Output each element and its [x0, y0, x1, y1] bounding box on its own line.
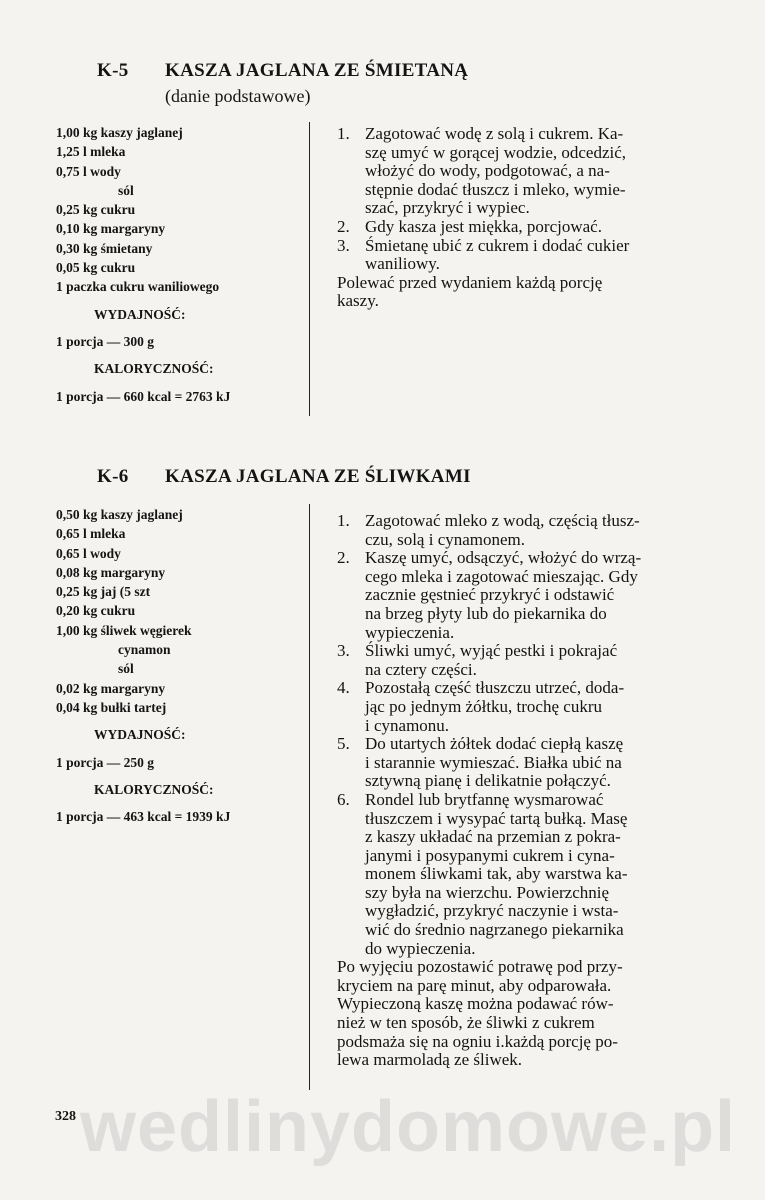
calorie-value: 1 porcja — 463 kcal = 1939 kJ [56, 809, 231, 825]
ingredients-k6 [56, 505, 230, 832]
step [337, 237, 709, 274]
step [337, 549, 709, 642]
ingredient: 0,65 l mleka [56, 526, 126, 542]
ingredient: 0,08 kg margaryny [56, 564, 166, 580]
step-text: Kaszę umyć, odsączyć, włożyć do wrzą- cego mleka i zagotować mieszając. Gdy zacznie gęstnieć przykryć i odstawić na brzeg płyty lub do piekarnika do wypieczenia. [365, 548, 642, 642]
yield-label: WYDAJNOŚĆ: [94, 727, 186, 743]
serving-note: Polewać przed wydaniem każdą porcję kaszy. [337, 272, 603, 311]
column-divider [309, 504, 310, 1090]
recipe-k6-heading [97, 466, 471, 488]
step [337, 735, 709, 791]
column-divider [309, 122, 310, 416]
step-text: Zagotować mleko z wodą, częścią tłusz- czu, solą i cynamonem. [365, 511, 640, 549]
recipe-k5-heading [97, 60, 468, 82]
ingredient: 0,05 kg cukru [56, 260, 136, 276]
ingredient: cynamon [118, 642, 171, 658]
step-number: 2. [337, 216, 350, 236]
step-number: 4. [337, 678, 350, 698]
step-text: Pozostałą część tłuszczu utrzeć, doda- jąc po jednym żółtku, trochę cukru i cynamonu. [365, 678, 625, 735]
calorie-value: 1 porcja — 660 kcal = 2763 kJ [56, 388, 231, 404]
yield-label: WYDAJNOŚĆ: [94, 306, 186, 322]
step-text: Śliwki umyć, wyjąć pestki i pokrajać na cztery części. [365, 641, 618, 679]
step-number: 3. [337, 235, 350, 255]
watermark: wedlinydomowe.pl [80, 1087, 737, 1167]
recipe-title: KASZA JAGLANA ZE ŚMIETANĄ [165, 60, 469, 81]
calorie-label: KALORYCZNOŚĆ: [94, 361, 214, 377]
ingredient: 0,50 kg kaszy jaglanej [56, 507, 183, 522]
step-number: 1. [337, 511, 350, 530]
ingredient: 1 paczka cukru waniliowego [56, 279, 220, 295]
step-text: Do utartych żółtek dodać ciepłą kaszę i starannie wymieszać. Białka ubić na sztywną pianę i delikatnie połączyć. [365, 734, 624, 791]
ingredient: sól [118, 661, 134, 677]
yield-value: 1 porcja — 300 g [56, 333, 154, 349]
ingredient: 0,25 kg jaj (5 szt [56, 584, 151, 600]
step [337, 642, 709, 679]
step-text: Gdy kasza jest miękka, porcjować. [365, 216, 602, 236]
steps-k5 [337, 125, 709, 311]
page-number: 328 [55, 1109, 76, 1124]
step-number: 2. [337, 548, 350, 568]
step-text: Śmietanę ubić z cukrem i dodać cukier waniliowy. [365, 235, 630, 274]
ingredient: 1,00 kg śliwek węgierek [56, 622, 192, 638]
ingredients-k5 [56, 123, 230, 412]
ingredient: 0,02 kg margaryny [56, 680, 166, 696]
step-text: Zagotować wodę z solą i cukrem. Ka- szę umyć w gorącej wodzie, odcedzić, włożyć do wody, podgotować, a na- stępnie dodać tłuszcz i mleko, wymie- szać, przykryć i wypiec. [365, 124, 627, 218]
step [337, 791, 709, 958]
calorie-label: KALORYCZNOŚĆ: [94, 781, 214, 797]
step-number: 5. [337, 734, 350, 754]
recipe-code: K-6 [97, 466, 129, 487]
serving-note: Po wyjęciu pozostawić potrawę pod przy- kryciem na parę minut, aby odparowała. Wypieczoną kaszę można podawać rów- nież w ten sposób, że śliwki z cukrem podsmaża się na ogniu i.każdą porcję po- lewa marmoladą ze śliwek. [337, 957, 623, 1070]
ingredient: 0,65 l wody [56, 545, 121, 561]
recipe-code: K-5 [97, 60, 129, 81]
step-number: 1. [337, 124, 350, 143]
ingredient: 0,75 l wody [56, 163, 121, 179]
ingredient: 1,00 kg kaszy jaglanej [56, 125, 183, 140]
ingredient: sól [118, 182, 134, 198]
ingredient: 0,25 kg cukru [56, 202, 136, 218]
step-text: Rondel lub brytfannę wysmarować tłuszczem i wysypać tartą bułką. Masę z kaszy układać na przemian z pokra- janymi i posypanymi cukrem i cyna- monem śliwkami tak, aby warstwa ka- szy była na wierzchu. Powierzchnię wygładzić, przykryć naczynie i wsta- wić do średnio nagrzanego piekarnika do wypieczenia. [365, 789, 628, 958]
yield-value: 1 porcja — 250 g [56, 754, 154, 770]
ingredient: 1,25 l mleka [56, 144, 126, 160]
step [337, 512, 709, 549]
steps-k6 [337, 512, 709, 1070]
step [337, 679, 709, 735]
step [337, 125, 709, 218]
recipe-subtitle: (danie podstawowe) [165, 86, 311, 106]
step [337, 218, 709, 237]
step-number: 3. [337, 641, 350, 661]
recipe-title: KASZA JAGLANA ZE ŚLIWKAMI [165, 466, 471, 487]
ingredient: 0,20 kg cukru [56, 603, 136, 619]
ingredient: 0,04 kg bułki tartej [56, 699, 167, 715]
step-number: 6. [337, 789, 350, 809]
ingredient: 0,10 kg margaryny [56, 221, 166, 237]
ingredient: 0,30 kg śmietany [56, 240, 153, 256]
